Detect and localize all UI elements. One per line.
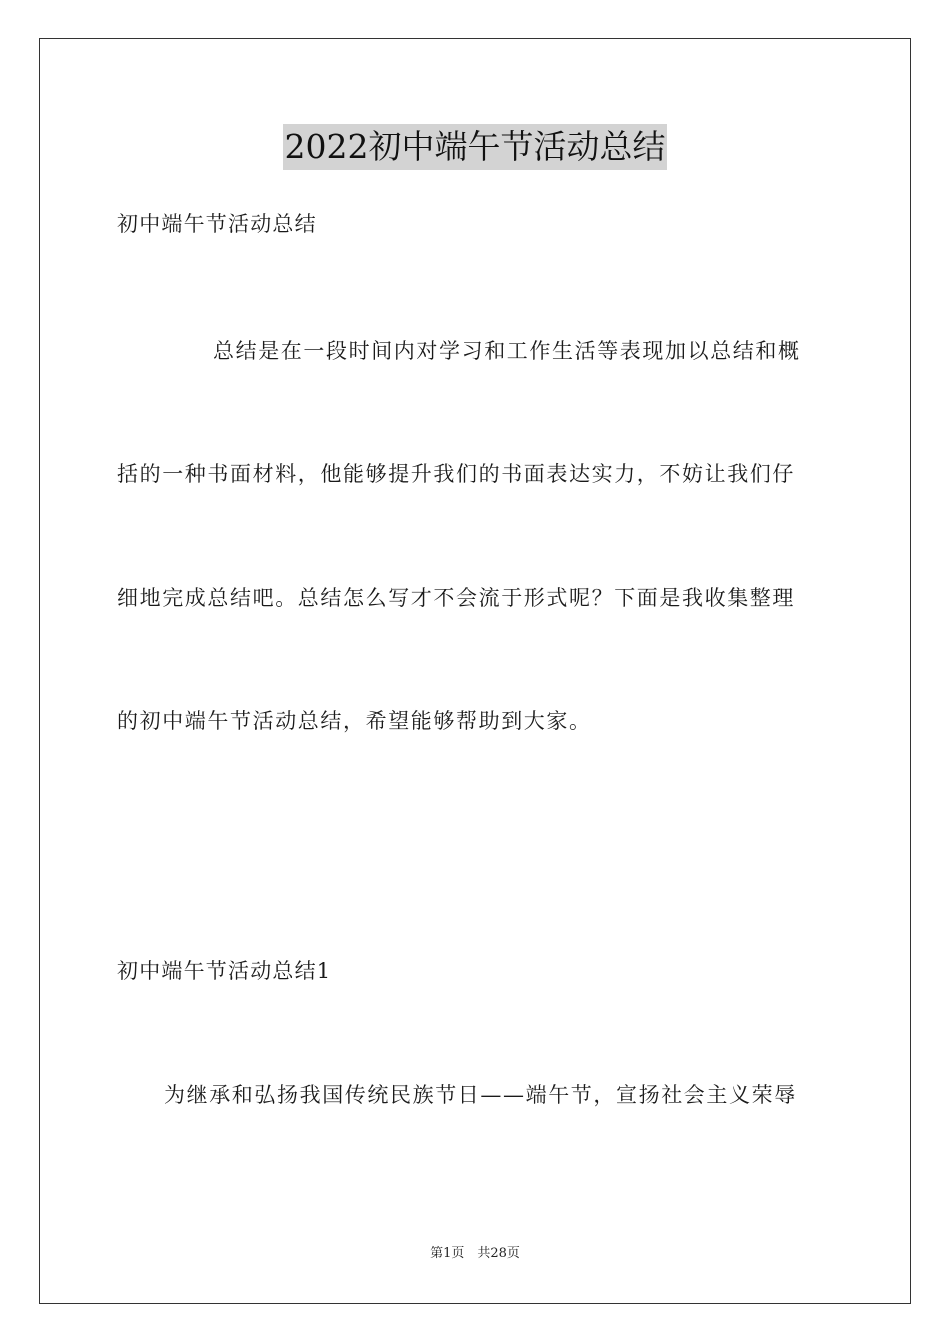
intro-line-2: 括的一种书面材料，他能够提升我们的书面表达实力，不妨让我们仔 (117, 462, 795, 486)
document-title: 2022初中端午节活动总结 (283, 124, 668, 170)
document-subtitle: 初中端午节活动总结 (117, 212, 317, 236)
title-container (0, 124, 950, 170)
intro-line-3: 细地完成总结吧。总结怎么写才不会流于形式呢？下面是我收集整理 (117, 586, 795, 610)
intro-line-4: 的初中端午节活动总结，希望能够帮助到大家。 (117, 709, 592, 733)
section-heading: 初中端午节活动总结1 (117, 959, 332, 983)
page-number-footer: 第1页 共28页 (430, 1246, 520, 1261)
section-line-1: 为继承和弘扬我国传统民族节日——端午节，宣扬社会主义荣辱 (164, 1083, 797, 1107)
intro-line-1: 总结是在一段时间内对学习和工作生活等表现加以总结和概 (213, 339, 801, 363)
